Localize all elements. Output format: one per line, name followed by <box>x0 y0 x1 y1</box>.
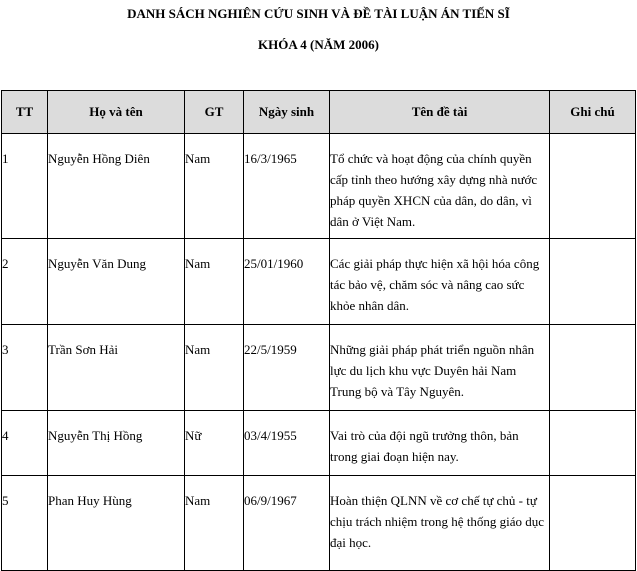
cell-name: Nguyễn Thị Hồng <box>48 411 185 476</box>
column-header-note: Ghi chú <box>550 91 636 134</box>
cell-tt: 4 <box>2 411 48 476</box>
cell-name: Phan Huy Hùng <box>48 476 185 571</box>
table-row <box>2 239 636 325</box>
cell-dob: 16/3/1965 <box>244 134 330 239</box>
cell-dob: 06/9/1967 <box>244 476 330 571</box>
column-header-topic: Tên đề tài <box>330 91 550 134</box>
cell-tt: 1 <box>2 134 48 239</box>
column-header-dob: Ngày sinh <box>244 91 330 134</box>
table-row <box>2 325 636 411</box>
cell-gender: Nam <box>185 134 244 239</box>
cell-note <box>550 325 636 411</box>
cell-tt: 2 <box>2 239 48 325</box>
table-row <box>2 134 636 239</box>
cell-dob: 25/01/1960 <box>244 239 330 325</box>
cell-note <box>550 239 636 325</box>
cell-gender: Nữ <box>185 411 244 476</box>
cell-topic: Những giải pháp phát triển nguồn nhân lực du lịch khu vực Duyên hải Nam Trung bộ và Tây Nguyên. <box>330 325 550 411</box>
cell-tt: 3 <box>2 325 48 411</box>
cell-name: Nguyễn Hồng Diên <box>48 134 185 239</box>
cell-dob: 03/4/1955 <box>244 411 330 476</box>
cell-topic: Tổ chức và hoạt động của chính quyền cấp tỉnh theo hướng xây dựng nhà nước pháp quyền XHCN của dân, do dân, vì dân ở Việt Nam. <box>330 134 550 239</box>
column-header-tt: TT <box>2 91 48 134</box>
cell-note <box>550 476 636 571</box>
table-row <box>2 411 636 476</box>
cell-note <box>550 411 636 476</box>
cell-tt: 5 <box>2 476 48 571</box>
cell-gender: Nam <box>185 476 244 571</box>
table-header-row <box>2 91 636 134</box>
cell-gender: Nam <box>185 325 244 411</box>
cell-dob: 22/5/1959 <box>244 325 330 411</box>
column-header-gender: GT <box>185 91 244 134</box>
cell-topic: Vai trò của đội ngũ trưởng thôn, bản trong giai đoạn hiện nay. <box>330 411 550 476</box>
document-subtitle: KHÓA 4 (NĂM 2006) <box>258 37 379 52</box>
cell-note <box>550 134 636 239</box>
cell-gender: Nam <box>185 239 244 325</box>
cell-topic: Hoàn thiện QLNN về cơ chế tự chủ - tự chịu trách nhiệm trong hệ thống giáo dục đại học. <box>330 476 550 571</box>
cell-name: Nguyễn Văn Dung <box>48 239 185 325</box>
cell-topic: Các giải pháp thực hiện xã hội hóa công tác bảo vệ, chăm sóc và nâng cao sức khỏe nhân dân. <box>330 239 550 325</box>
candidate-table <box>1 90 636 571</box>
table-row <box>2 476 636 571</box>
column-header-name: Họ và tên <box>48 91 185 134</box>
cell-name: Trần Sơn Hải <box>48 325 185 411</box>
document-title: DANH SÁCH NGHIÊN CỨU SINH VÀ ĐỀ TÀI LUẬN ÁN TIẾN SĨ <box>127 6 510 21</box>
